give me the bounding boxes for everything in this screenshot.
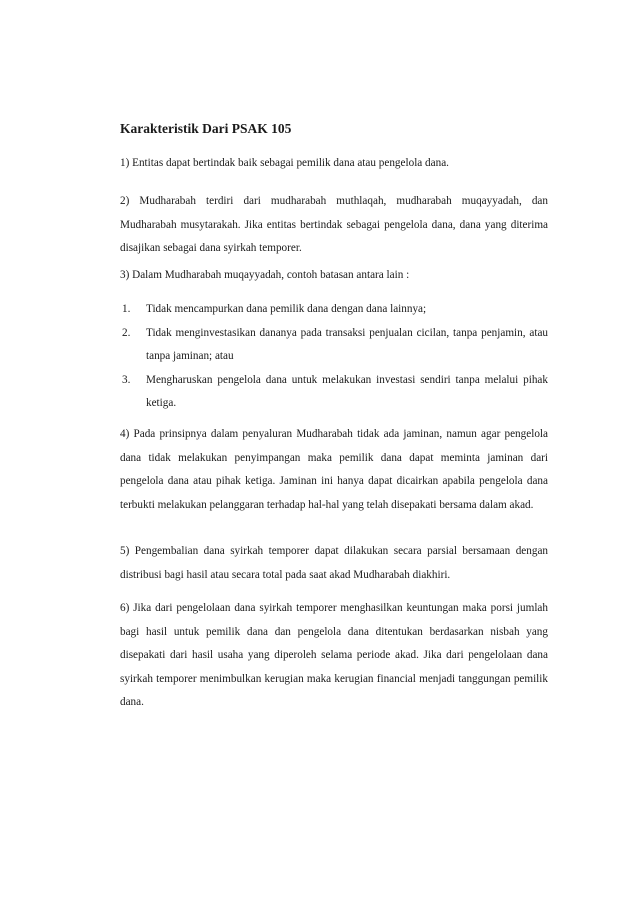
paragraph-1: 1) Entitas dapat bertindak baik sebagai pemilik dana atau pengelola dana.: [120, 157, 449, 169]
document-title: Karakteristik Dari PSAK 105: [120, 121, 292, 136]
list-item: [120, 298, 548, 322]
restriction-list: [120, 298, 548, 416]
list-item-number: 3.: [122, 373, 131, 386]
paragraph-6: 6) Jika dari pengelolaan dana syirkah temporer menghasilkan keuntungan maka porsi jumlah bagi hasil untuk pemilik dana dan pengelola dana ditentukan berdasarkan nisbah yang disepakati dari hasil usaha yang diperoleh selama periode akad. Jika dari pengelolaan dana syirkah temporer menimbulkan kerugian maka kerugian financial menjadi tanggungan pemilik dana.: [120, 602, 548, 708]
paragraph-3: 3) Dalam Mudharabah muqayyadah, contoh batasan antara lain :: [120, 269, 410, 281]
list-item: [120, 369, 548, 416]
paragraph-5: 5) Pengembalian dana syirkah temporer dapat dilakukan secara parsial bersamaan dengan distribusi bagi hasil atau secara total pada saat akad Mudharabah diakhiri.: [120, 545, 548, 581]
list-item-number: 2.: [122, 326, 131, 339]
list-item-text: Mengharuskan pengelola dana untuk melakukan investasi sendiri tanpa melalui pihak ketiga.: [146, 373, 548, 409]
list-item-number: 1.: [122, 303, 131, 315]
list-item-text: Tidak mencampurkan dana pemilik dana dengan dana lainnya;: [146, 303, 427, 315]
paragraph-2: 2) Mudharabah terdiri dari mudharabah muthlaqah, mudharabah muqayyadah, dan Mudharabah musytarakah. Jika entitas bertindak sebagai pengelola dana, dana yang diterima disajikan sebagai dana syirkah temporer.: [120, 195, 548, 254]
list-item-text: Tidak menginvestasikan dananya pada transaksi penjualan cicilan, tanpa penjamin, atau tanpa jaminan; atau: [146, 326, 548, 362]
paragraph-4: 4) Pada prinsipnya dalam penyaluran Mudharabah tidak ada jaminan, namun agar pengelola dana tidak melakukan penyimpangan maka pemilik dana dapat meminta jaminan dari pengelola dana atau pihak ketiga. Jaminan ini hanya dapat dicairkan apabila pengelola dana terbukti melakukan pelanggaran terhadap hal-hal yang telah disepakati bersama dalam akad.: [120, 428, 548, 511]
list-item: [120, 322, 548, 369]
